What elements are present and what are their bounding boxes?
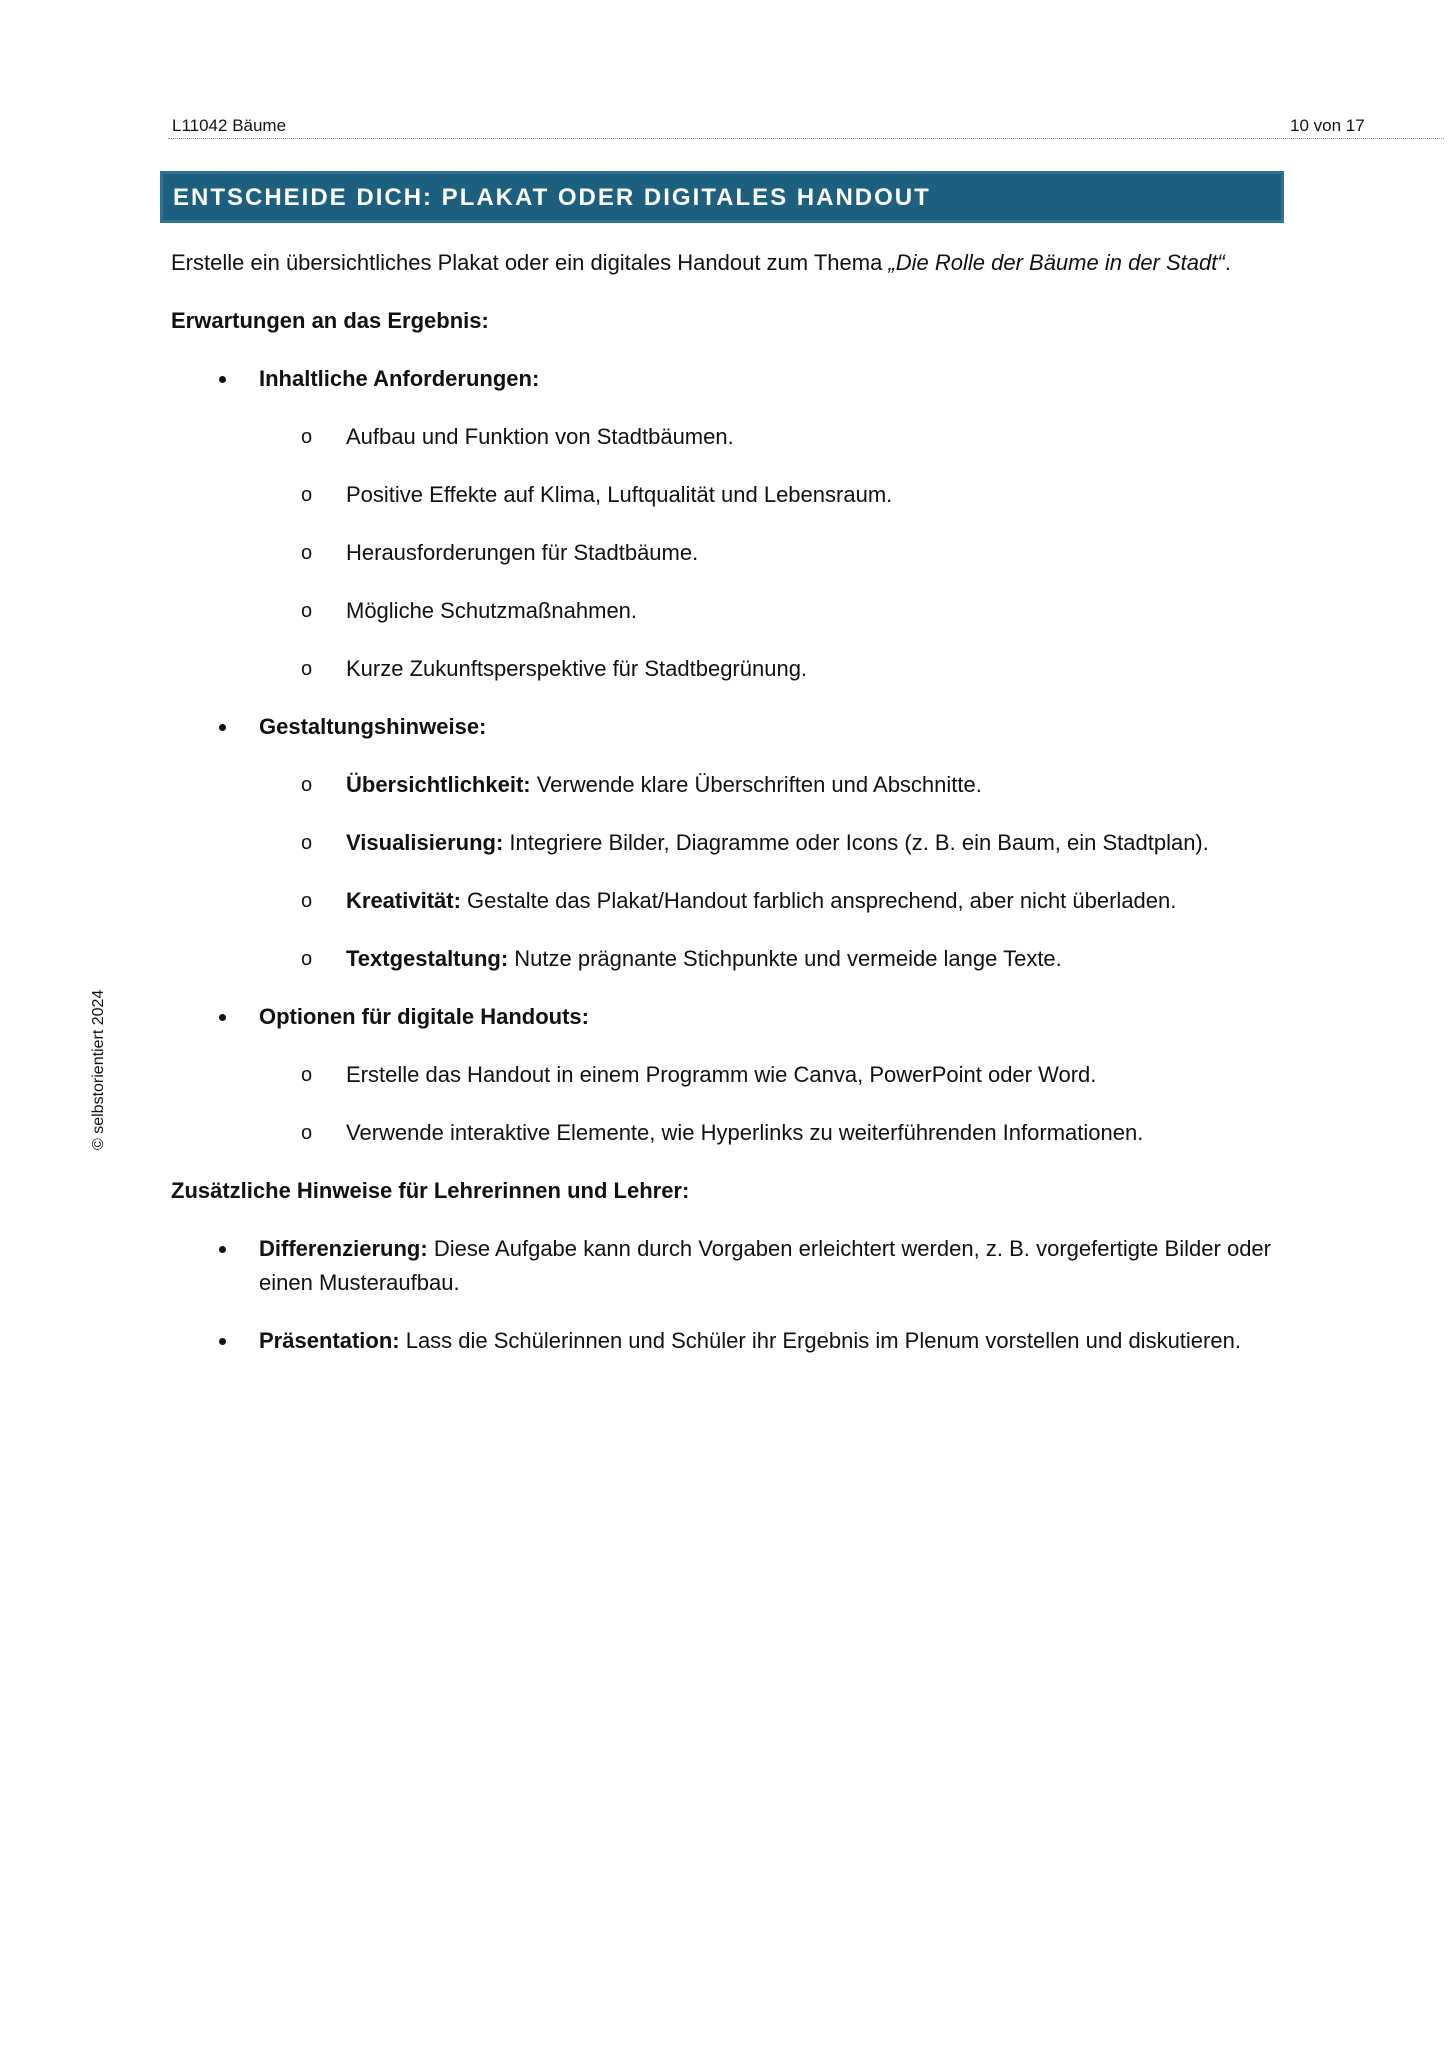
sub-list-label: Textgestaltung: xyxy=(346,946,509,971)
circle-bullet-icon: o xyxy=(301,542,313,564)
sub-list-item xyxy=(171,536,1271,570)
bullet-icon xyxy=(219,1014,226,1021)
sub-list-text: Mögliche Schutzmaßnahmen. xyxy=(346,598,638,623)
circle-bullet-icon: o xyxy=(301,948,313,970)
list-item-text: Diese Aufgabe kann durch Vorgaben erleichtert werden, z. B. vorgefertigte Bilder oder einen Musteraufbau. xyxy=(259,1236,1271,1295)
sub-list xyxy=(259,420,1271,686)
page-number: 10 von 17 xyxy=(1290,116,1365,135)
sub-list-text: Verwende klare Überschriften und Abschnitte. xyxy=(530,772,982,797)
circle-bullet-icon: o xyxy=(301,890,313,912)
document-id: L11042 Bäume xyxy=(172,116,287,135)
sub-list-item xyxy=(171,884,1271,918)
intro-paragraph xyxy=(171,246,1271,280)
list-item xyxy=(171,1000,1271,1150)
circle-bullet-icon: o xyxy=(301,1122,313,1144)
bullet-icon xyxy=(219,724,226,731)
circle-bullet-icon: o xyxy=(301,832,313,854)
sub-list-text: Nutze prägnante Stichpunkte und vermeide lange Texte. xyxy=(508,946,1062,971)
circle-bullet-icon: o xyxy=(301,426,313,448)
circle-bullet-icon: o xyxy=(301,658,313,680)
sub-list-text: Aufbau und Funktion von Stadtbäumen. xyxy=(346,424,734,449)
circle-bullet-icon: o xyxy=(301,1064,313,1086)
section-title-bar xyxy=(160,171,1284,223)
circle-bullet-icon: o xyxy=(301,774,313,796)
teacher-notes-list xyxy=(171,1232,1271,1358)
intro-end: . xyxy=(1224,250,1231,275)
bullet-icon xyxy=(219,1246,226,1253)
circle-bullet-icon: o xyxy=(301,484,313,506)
section-title: ENTSCHEIDE DICH: PLAKAT ODER DIGITALES HANDOUT xyxy=(173,184,931,211)
sub-list-text: Kurze Zukunftsperspektive für Stadtbegrünung. xyxy=(346,656,808,681)
copyright-notice: © selbstorientiert 2024 xyxy=(90,989,107,1150)
list-item-text: Lass die Schülerinnen und Schüler ihr Ergebnis im Plenum vorstellen und diskutieren. xyxy=(399,1328,1241,1353)
expectations-list xyxy=(171,362,1271,1150)
circle-bullet-icon: o xyxy=(301,600,313,622)
document-body xyxy=(171,246,1271,1358)
sub-list-item xyxy=(171,478,1271,512)
sub-list-item xyxy=(171,826,1271,860)
sub-list-label: Übersichtlichkeit: xyxy=(346,772,531,797)
list-item-label: Inhaltliche Anforderungen: xyxy=(259,366,540,391)
page-header xyxy=(168,114,1444,139)
sub-list-item xyxy=(171,768,1271,802)
intro-topic: „Die Rolle der Bäume in der Stadt“ xyxy=(888,250,1225,275)
sub-list-text: Positive Effekte auf Klima, Luftqualität und Lebensraum. xyxy=(346,482,893,507)
sub-list-item xyxy=(171,594,1271,628)
list-item-label: Optionen für digitale Handouts: xyxy=(259,1004,589,1029)
sub-list-text: Gestalte das Plakat/Handout farblich ansprechend, aber nicht überladen. xyxy=(460,888,1177,913)
sub-list-item xyxy=(171,420,1271,454)
sub-list-text: Verwende interaktive Elemente, wie Hyperlinks zu weiterführenden Informationen. xyxy=(346,1120,1144,1145)
sub-list-text: Integriere Bilder, Diagramme oder Icons (z. B. ein Baum, ein Stadtplan). xyxy=(503,830,1209,855)
sub-list-item xyxy=(171,1116,1271,1150)
sub-list xyxy=(259,1058,1271,1150)
sub-list-text: Erstelle das Handout in einem Programm wie Canva, PowerPoint oder Word. xyxy=(346,1062,1097,1087)
list-item xyxy=(171,362,1271,686)
sub-list-label: Kreativität: xyxy=(346,888,461,913)
sub-list-label: Visualisierung: xyxy=(346,830,504,855)
sub-list-item xyxy=(171,1058,1271,1092)
bullet-icon xyxy=(219,1338,226,1345)
sub-list-item xyxy=(171,942,1271,976)
sub-list-item xyxy=(171,652,1271,686)
list-item xyxy=(171,710,1271,976)
teacher-notes-heading: Zusätzliche Hinweise für Lehrerinnen und Lehrer: xyxy=(171,1178,690,1203)
sub-list xyxy=(259,768,1271,976)
intro-text: Erstelle ein übersichtliches Plakat oder ein digitales Handout zum Thema xyxy=(171,250,889,275)
bullet-icon xyxy=(219,376,226,383)
list-item-label: Differenzierung: xyxy=(259,1236,428,1261)
list-item xyxy=(171,1232,1271,1300)
sub-list-text: Herausforderungen für Stadtbäume. xyxy=(346,540,699,565)
list-item-label: Präsentation: xyxy=(259,1328,400,1353)
list-item xyxy=(171,1324,1271,1358)
expectations-heading: Erwartungen an das Ergebnis: xyxy=(171,308,489,333)
list-item-label: Gestaltungshinweise: xyxy=(259,714,487,739)
